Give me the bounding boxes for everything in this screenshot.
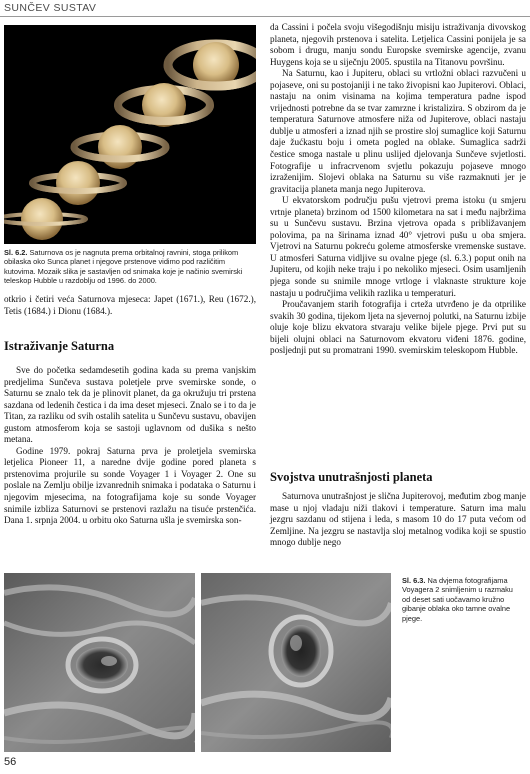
figure-number: Sl. 6.3. <box>402 576 426 585</box>
figure-number: Sl. 6.2. <box>4 248 28 257</box>
voyager-photo-2 <box>201 573 391 752</box>
right-column-body-2 <box>270 491 526 549</box>
voyager-photo-2-graphic <box>201 573 391 752</box>
paragraph: Saturnova unutrašnjost je slična Jupiterovoj, međutim zbog manje mase u njoj vladaju niži tlakovi i temperature. Saturn ima malu jezgru sazdanu od stijena i leda, s masom 10 do 17 puta većom od Zemljine. Na jezgru se nastavlja sloj metalnog vodika koji se spustio mnogo dublje nego <box>270 491 526 548</box>
page-number: 56 <box>4 756 17 768</box>
paragraph: Godine 1979. pokraj Saturna prva je proletjela svemirska letjelica Pioneer 11, a naredne dvije godine pored planeta s prstenovima projurile su sonde Voyager 1 i Voyager 2. One su poslale na Zemlju obilje izvanrednih snimaka i podataka o Saturnu i njegovim mjesecima, na fotografijama koje su sonde Voyager snimile izbliza Saturnovi se prstenovi razlažu na tisuće prstenčića. Dana 1. srpnja 2004. u orbitu oko Saturna ušla je svemirska son- <box>4 445 256 526</box>
section-heading-interior: Svojstva unutrašnjosti planeta <box>270 470 433 484</box>
paragraph: otkrio i četiri veća Saturnova mjeseca: Japet (1671.), Reu (1672.), Tetis (1684.) i Dionu (1684.). <box>4 294 256 316</box>
moons-paragraph <box>4 294 256 317</box>
saturn-mosaic-image <box>4 25 256 244</box>
paragraph: Proučavanjem starih fotografija i crteža utvrđeno je da otprilike svakih 30 godina, tijekom ljeta na sjevernoj polutki, na Saturnu izbije oluje koje blizu ekvatora stvaraju velike bijele pjege. Prvi put su bijeli olujni oblaci na Saturnovom ekvatoru viđeni 1876. godine, posljednji put su promatrani 1990. svemirskim teleskopom Hubble. <box>270 299 526 356</box>
header-rule <box>0 16 530 17</box>
right-column-body <box>270 22 526 357</box>
section-heading-exploration: Istraživanje Saturna <box>4 339 115 353</box>
paragraph: Na Saturnu, kao i Jupiteru, oblaci su vrtložni oblaci razvučeni u pojaseve, oni su postojaniji i ne tako živopisni kao Jupiterovi. Oblaci, nastaju na onim visinama na kojima temperatura padne ispod vrijednosti potrebne da se tvar zamrzne i kristalizira. S obzirom da je temperatura Saturnove atmosfere niža od Jupiterove, oblaci nastaju dublje u atmosferi a iznad njih se prostire sloj sumaglice koji Saturnu daje žućkastu boju i ometa pogled na oblake. Sumaglica sadrži čestice smoga nastale u plinu uslijed djelovanja Sunčeve svjetlosti. Fotografije u infracrvenom svjetlu pokazuju pojaseve mnogo izraženijim. Slojevi oblaka na Saturnu su više razmaknuti jer je gravitacija planeta manja nego Jupiterova. <box>270 68 526 194</box>
voyager-photo-1 <box>4 573 195 752</box>
paragraph: da Cassini i počela svoju višegodišnju misiju istraživanja divovskog planeta, njegovih prstenova i satelita. Letjelica Cassini ponijela je sa sobom i drugu, manju sondu Europske svemirske agencije, zvanu Huygens koja se u siječnju 2005. spustila na Titanovu površinu. <box>270 22 526 67</box>
figure-caption-text: Saturnova os je nagnuta prema orbitalnoj ravnini, stoga prilikom obilaska oko Sunca planet i njegove prstenove vidimo pod različitim kutovima. Mozaik slika je sastavljen od snimaka koje je načinio svemirski teleskop Hubble u razdoblju od 1996. do 2000. <box>4 248 243 286</box>
figure-caption-bottom <box>402 576 522 623</box>
figure-caption-top <box>4 248 256 286</box>
paragraph: Sve do početka sedamdesetih godina kada su prema vanjskim predjelima Sunčeva sustava poletjele prve svemirske sonde, o Saturnu se znalo tek da je plinovit planet, da ga okružuju tri prstena sazdana od ledenih čestica i da ima deset mjeseci. Znalo se i to da je Titan, za razliku od svih ostalih satelita u Sunčevu sustavu, obavijen gustom atmosferom koja se sastoji uglavnom od dušika s nešto metana. <box>4 365 256 445</box>
chapter-title: SUNČEV SUSTAV <box>4 2 97 14</box>
left-column-body <box>4 365 256 527</box>
saturn-mosaic-graphic <box>4 25 256 244</box>
paragraph: U ekvatorskom području pušu vjetrovi prema istoku (u smjeru vrtnje planeta) brzinom od 1500 kilometara na sat i među najbržima su u Sunčevu sustavu. Brzina vjetrova opada s približavanjem polovima, pa na širinama iznad 40° vjetrovi pušu u oba smjera. Vjetrovi na Saturnu pokreću goleme atmosferske vremenske sustave. U atmosferi Saturna vidljive su ovalne pjege (sl. 6.3.) poput onih na Jupiteru, od kojih neke traju i po nekoliko mjeseci. Osim usamljenih pjega sonde su snimile mnoge vrtloge i vlaknaste strukture koje nastaju u područjima velikih razlika u temperaturi. <box>270 195 526 298</box>
figure-caption-text: Na dvjema fotografijama Voyagera 2 snimljenim u razmaku od deset sati uočavamo kružno gibanje oblaka oko tamne ovalne pjege. <box>402 576 513 623</box>
voyager-photo-1-graphic <box>4 573 195 752</box>
